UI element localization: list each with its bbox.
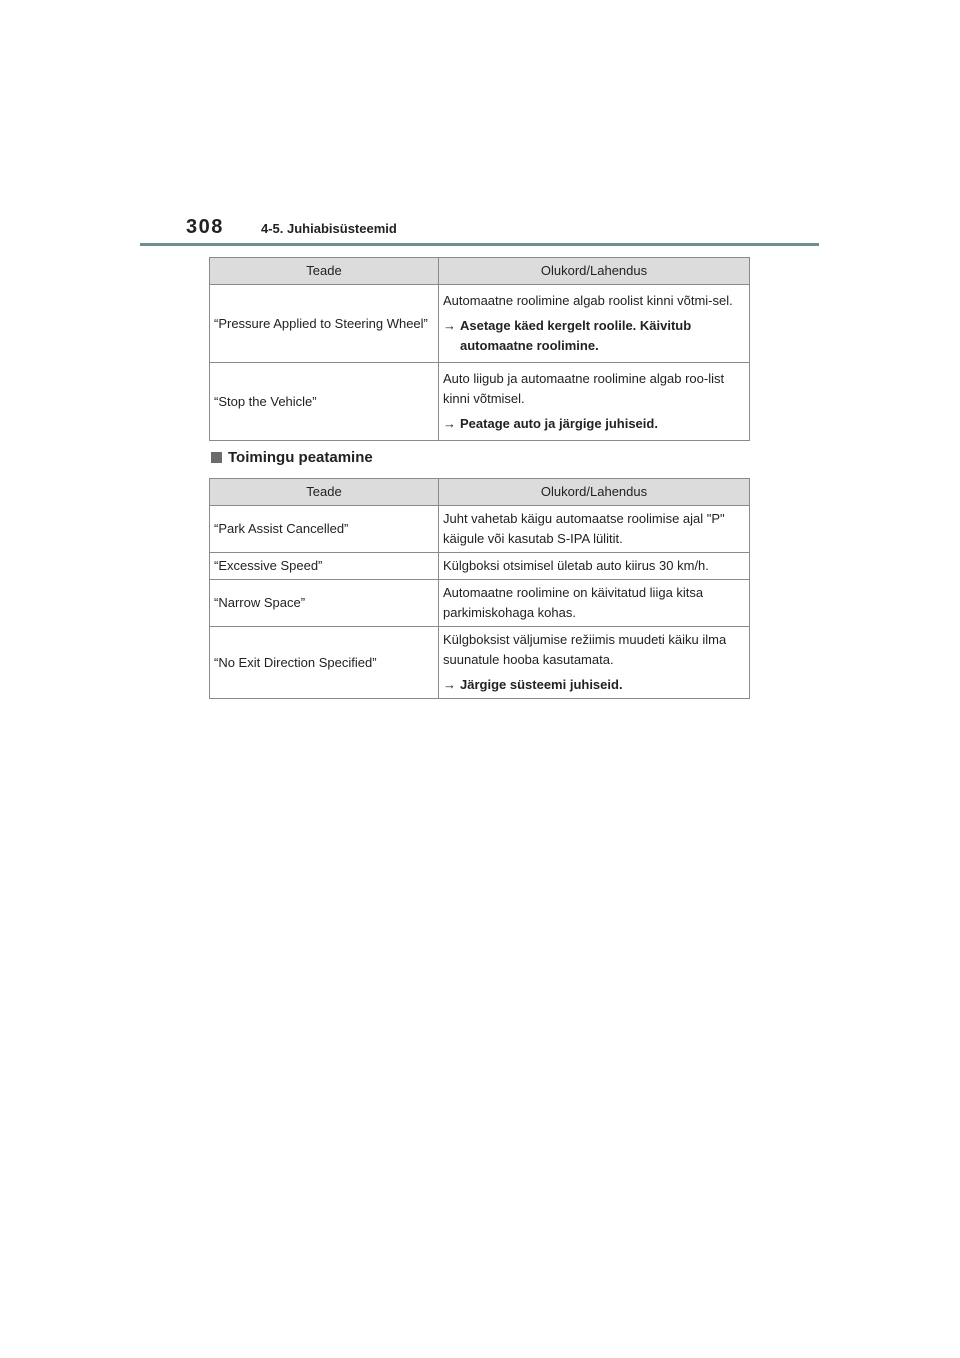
message-cell: “Excessive Speed” — [210, 553, 439, 580]
message-cell: “Park Assist Cancelled” — [210, 506, 439, 553]
table-row — [210, 285, 750, 363]
column-header-message: Teade — [210, 479, 439, 506]
table-row — [210, 553, 750, 580]
situation-cell: Juht vahetab käigu automaatse roolimise ajal "P" käigule või kasutab S-IPA lülitit. — [439, 506, 750, 553]
messages-table-1 — [209, 257, 750, 441]
subheading — [211, 449, 373, 466]
action-line — [443, 316, 745, 356]
situation-text: Külgboksist väljumise režiimis muudeti käiku ilma suunatule hooba kasutamata. — [443, 632, 727, 667]
message-cell: “No Exit Direction Specified” — [210, 627, 439, 699]
section-title: 4-5. Juhiabisüsteemid — [261, 221, 397, 236]
table-row — [210, 363, 750, 441]
table-row — [210, 506, 750, 553]
situation-text: Auto liigub ja automaatne roolimine algab roo-list kinni võtmisel. — [443, 371, 725, 406]
table-header-row — [210, 258, 750, 285]
message-cell: “Pressure Applied to Steering Wheel” — [210, 285, 439, 363]
subheading-text: Toimingu peatamine — [228, 449, 373, 466]
situation-text: Automaatne roolimine algab roolist kinni võtmi-sel. — [443, 293, 733, 308]
message-cell: “Stop the Vehicle” — [210, 363, 439, 441]
header-rule — [140, 243, 819, 246]
table-row — [210, 627, 750, 699]
situation-cell — [439, 363, 750, 441]
action-line — [443, 414, 745, 434]
column-header-situation: Olukord/Lahendus — [439, 479, 750, 506]
situation-cell: Külgboksi otsimisel ületab auto kiirus 30 km/h. — [439, 553, 750, 580]
column-header-message: Teade — [210, 258, 439, 285]
square-bullet-icon — [211, 452, 222, 463]
situation-cell: Automaatne roolimine on käivitatud liiga kitsa parkimiskohaga kohas. — [439, 580, 750, 627]
table-row — [210, 580, 750, 627]
column-header-situation: Olukord/Lahendus — [439, 258, 750, 285]
messages-table-2 — [209, 478, 750, 699]
arrow-icon: → — [443, 416, 456, 431]
arrow-icon: → — [443, 318, 456, 333]
action-text: Asetage käed kergelt roolile. Käivitub automaatne roolimine. — [460, 318, 692, 353]
action-text: Peatage auto ja järgige juhiseid. — [460, 416, 658, 431]
arrow-icon: → — [443, 677, 456, 692]
situation-cell — [439, 627, 750, 699]
action-line — [443, 675, 745, 695]
table-header-row — [210, 479, 750, 506]
action-text: Järgige süsteemi juhiseid. — [460, 677, 623, 692]
page-number: 308 — [186, 216, 224, 238]
situation-cell — [439, 285, 750, 363]
message-cell: “Narrow Space” — [210, 580, 439, 627]
